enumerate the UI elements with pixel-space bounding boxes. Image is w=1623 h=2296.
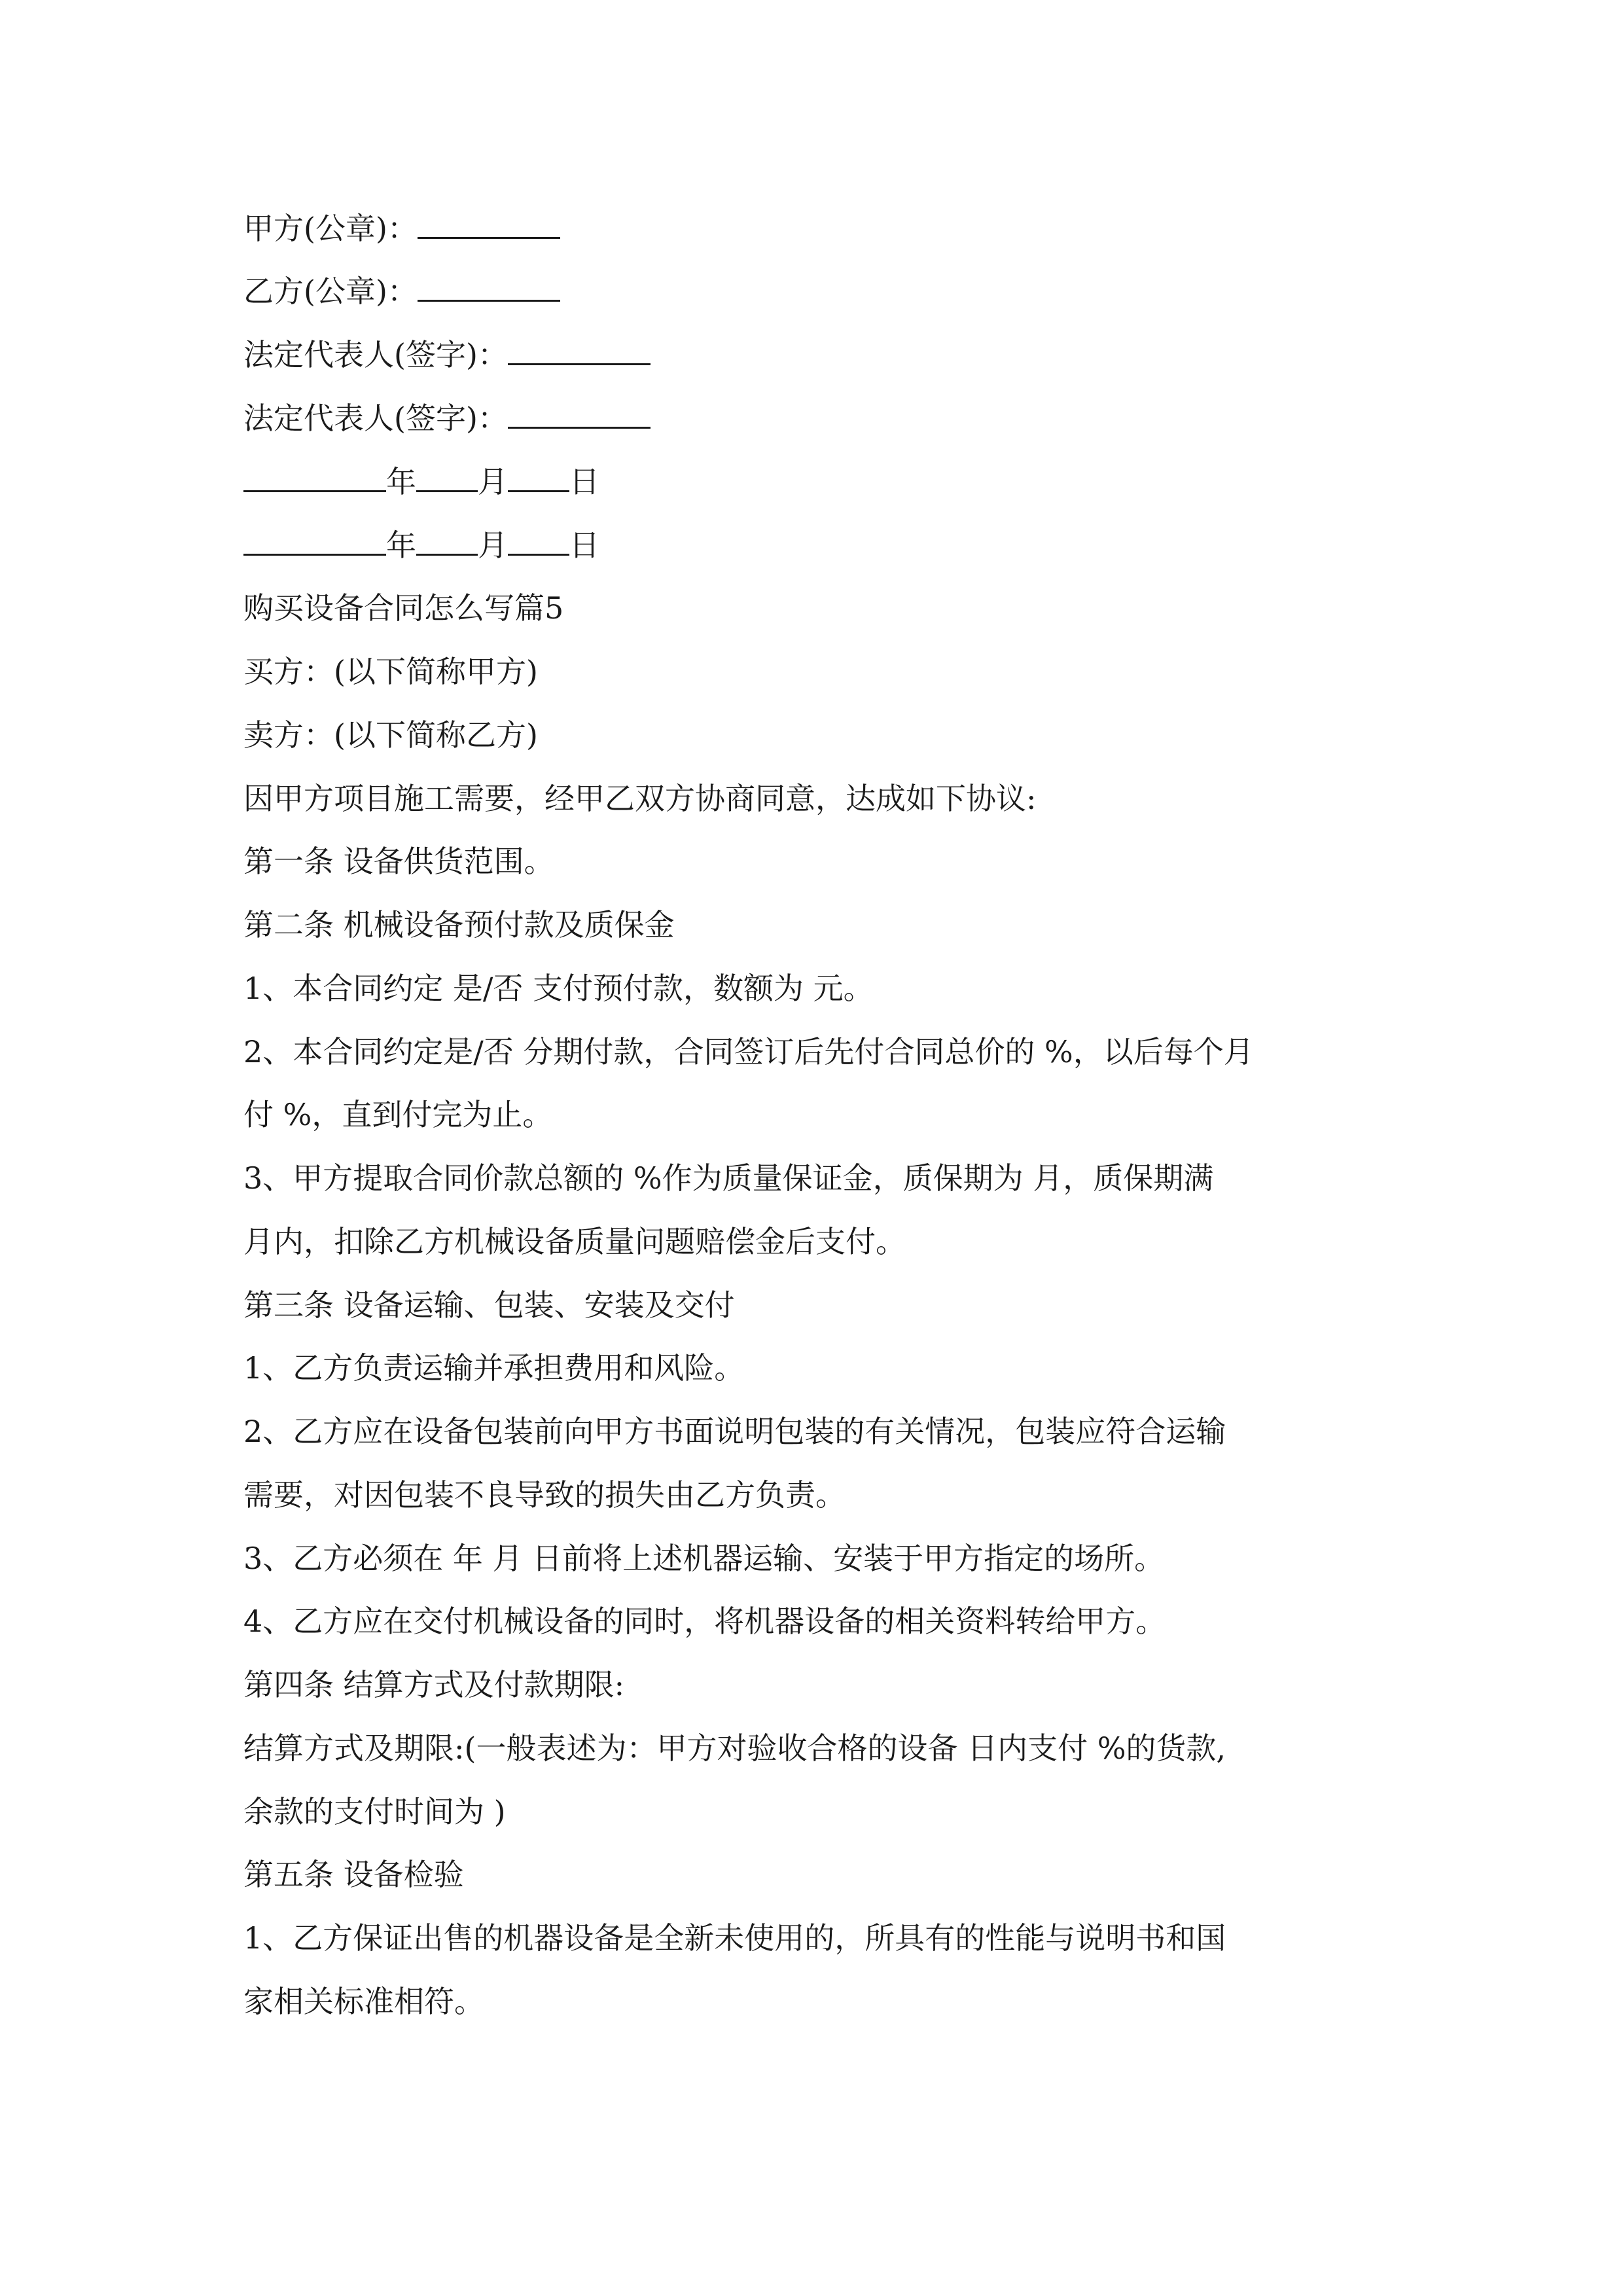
legal-rep-blank-2 bbox=[508, 401, 651, 429]
legal-rep-blank-1 bbox=[508, 337, 651, 365]
day-blank-2 bbox=[508, 528, 569, 556]
article-2-para-3-line-1: 3、甲方提取合同价款总额的 %作为质量保证金，质保期为 月，质保期满 bbox=[243, 1160, 1214, 1196]
party-b-seal-line bbox=[243, 272, 1380, 311]
article-3-para-1: 1、乙方负责运输并承担费用和风险。 bbox=[243, 1350, 745, 1386]
article-3-title: 第三条 设备运输、包装、安装及交付 bbox=[243, 1287, 735, 1323]
article-2-title: 第二条 机械设备预付款及质保金 bbox=[243, 907, 675, 942]
seller-line: 卖方：(以下简称乙方) bbox=[243, 717, 538, 753]
year-blank-2 bbox=[243, 528, 386, 556]
article-3-para-4: 4、乙方应在交付机械设备的同时，将机器设备的相关资料转给甲方。 bbox=[243, 1604, 1166, 1639]
party-b-seal-label: 乙方(公章)： bbox=[243, 274, 418, 309]
day-label-1: 日 bbox=[569, 464, 599, 499]
article-2-para-2-line-2: 付 %，直到付完为止。 bbox=[243, 1097, 553, 1132]
date-line-1 bbox=[243, 462, 1380, 501]
month-blank-2 bbox=[416, 528, 478, 556]
article-3-para-2-line-1: 2、乙方应在设备包装前向甲方书面说明包装的有关情况，包装应符合运输 bbox=[243, 1414, 1226, 1449]
article-3-para-2-line-2: 需要，对因包装不良导致的损失由乙方负责。 bbox=[243, 1477, 846, 1513]
day-blank-1 bbox=[508, 464, 569, 492]
article-4-para-1-line-1: 结算方式及期限:(一般表述为：甲方对验收合格的设备 日内支付 %的货款, bbox=[243, 1731, 1226, 1766]
party-a-seal-blank bbox=[418, 211, 560, 239]
legal-rep-line-1 bbox=[243, 335, 1380, 374]
day-label-2: 日 bbox=[569, 528, 599, 563]
year-blank-1 bbox=[243, 464, 386, 492]
legal-rep-label-2: 法定代表人(签字)： bbox=[243, 401, 508, 436]
date-line-2 bbox=[243, 526, 1380, 565]
buyer-line: 买方：(以下简称甲方) bbox=[243, 654, 538, 689]
article-2-para-3-line-2: 月内，扣除乙方机械设备质量问题赔偿金后支付。 bbox=[243, 1224, 906, 1259]
month-label-1: 月 bbox=[478, 464, 508, 499]
article-5-para-1-line-1: 1、乙方保证出售的机器设备是全新未使用的，所具有的性能与说明书和国 bbox=[243, 1920, 1226, 1956]
legal-rep-line-2 bbox=[243, 399, 1380, 438]
intro-line: 因甲方项目施工需要，经甲乙双方协商同意，达成如下协议: bbox=[243, 781, 1037, 816]
article-2-para-2-line-1: 2、本合同约定是/否 分期付款，合同签订后先付合同总价的 %，以后每个月 bbox=[243, 1034, 1254, 1069]
legal-rep-label-1: 法定代表人(签字)： bbox=[243, 337, 508, 372]
year-label-1: 年 bbox=[386, 464, 416, 499]
article-4-title: 第四条 结算方式及付款期限: bbox=[243, 1667, 625, 1702]
section-heading: 购买设备合同怎么写篇5 bbox=[243, 590, 564, 626]
article-3-para-3: 3、乙方必须在 年 月 日前将上述机器运输、安装于甲方指定的场所。 bbox=[243, 1541, 1165, 1576]
article-2-para-1: 1、本合同约定 是/否 支付预付款，数额为 元。 bbox=[243, 971, 874, 1006]
article-5-title: 第五条 设备检验 bbox=[243, 1857, 464, 1892]
article-5-para-1-line-2: 家相关标准相符。 bbox=[243, 1984, 484, 2019]
month-label-2: 月 bbox=[478, 528, 508, 563]
article-1-title: 第一条 设备供货范围。 bbox=[243, 844, 554, 879]
party-a-seal-line bbox=[243, 209, 1380, 248]
party-a-seal-label: 甲方(公章)： bbox=[243, 211, 418, 246]
article-4-para-1-line-2: 余款的支付时间为 ) bbox=[243, 1794, 506, 1829]
year-label-2: 年 bbox=[386, 528, 416, 563]
month-blank-1 bbox=[416, 464, 478, 492]
party-b-seal-blank bbox=[418, 274, 560, 302]
